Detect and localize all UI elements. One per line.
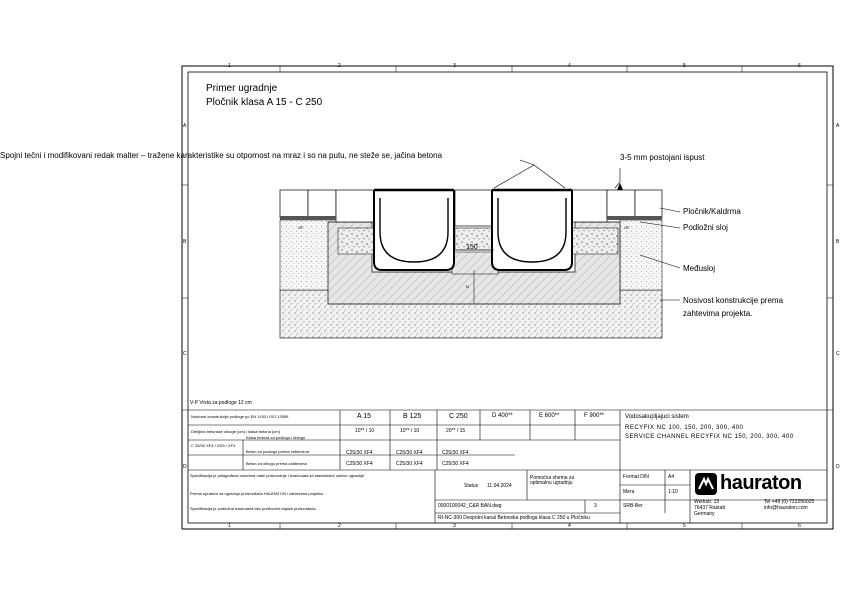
gf-left: GF bbox=[298, 225, 304, 230]
phone: Tel +49 (0) 722250025 bbox=[764, 499, 815, 505]
grid-col-2-bottom: 2 bbox=[338, 523, 341, 529]
tb-sub-label-2: Beton za podlogu prema zahtevima bbox=[246, 449, 309, 454]
footnote-2: Prema uputstvu za ugradnju proizvođača HAURATON i zahtevima projekta. bbox=[190, 491, 324, 496]
tb-sub-label-1: Klasa betona za podlogu i oblogu bbox=[246, 435, 306, 440]
gap-arrow bbox=[617, 183, 623, 190]
grid-col-5-bottom: 5 bbox=[683, 523, 686, 529]
tb-note: V-P Vrsta za podloge 12 cm bbox=[190, 400, 252, 406]
product-line-2: SERVICE CHANNEL RECYFIX NC 150, 200, 300, 400 bbox=[625, 434, 794, 440]
grid-row-c-right: C bbox=[836, 351, 840, 357]
right-bedding bbox=[572, 228, 618, 254]
grid-row-a-right: A bbox=[836, 123, 840, 129]
dimension-width: 150 bbox=[466, 244, 478, 251]
grid-col-4: 4 bbox=[568, 63, 571, 69]
address-line-1: Werkstr. 13 bbox=[694, 499, 720, 505]
tb-sub-label-3: Beton za oblogu prema zahtevima bbox=[246, 461, 307, 466]
class-e600: E 600** bbox=[539, 413, 560, 419]
grid-row-d: D bbox=[183, 464, 187, 470]
language-code: SRB-Ber bbox=[623, 503, 643, 509]
tb-row-label-1: Nosivost konstrukcije podloge po EN 1433 i ISO 13559 bbox=[191, 414, 289, 419]
grid-col-5: 5 bbox=[683, 63, 686, 69]
grid-row-b: B bbox=[183, 239, 187, 245]
interlayer-label: Međusloj bbox=[683, 264, 716, 273]
tb-row-label-2: Debljina betonske obloge (cm) i klasa betona (cm) bbox=[191, 429, 280, 434]
base-label: Podložni sloj bbox=[683, 223, 728, 232]
right-gravel-layer bbox=[620, 220, 662, 290]
date: 11.04.2024 bbox=[487, 483, 512, 489]
paving-label: Pločnik/Kaldrma bbox=[683, 207, 741, 216]
gap-label: 3-5 mm postojani ispust bbox=[620, 153, 705, 162]
class-d400: D 400** bbox=[492, 413, 513, 419]
product-title: Vodosakupljajuci sistem bbox=[625, 414, 689, 420]
grid-col-6: 6 bbox=[798, 63, 801, 69]
val-r2-b125: C25/30 XF4 bbox=[396, 450, 423, 456]
remark: Pomoćna shema za optimalnu ugradnju bbox=[530, 475, 575, 486]
grid-row-d-right: D bbox=[836, 464, 840, 470]
joint-note: Spojni tečni i modifikovani redak malter – tražene karakteristike su otpornost na mraz i so na putu, ne steže se, jačina betona bbox=[0, 151, 443, 160]
logo-mark-icon bbox=[694, 472, 718, 496]
hauraton-logo bbox=[694, 472, 824, 496]
sheet-number: 3 bbox=[594, 503, 597, 509]
grid-col-6-bottom: 6 bbox=[798, 523, 801, 529]
format-value: A4 bbox=[668, 474, 675, 480]
address-line-3: Germany bbox=[694, 511, 715, 517]
left-bedding bbox=[338, 228, 374, 254]
val-r2-c250: C25/30 XF4 bbox=[442, 450, 469, 456]
title-line-2: Pločnik klasa A 15 - C 250 bbox=[206, 97, 323, 108]
grid-col-4-bottom: 4 bbox=[568, 523, 571, 529]
grid-row-b-right: B bbox=[836, 239, 840, 245]
scale-value: 1:10 bbox=[668, 489, 678, 495]
grid-col-2: 2 bbox=[338, 63, 341, 69]
val-r3-b125: C25/30 XF4 bbox=[396, 461, 423, 467]
format-label: Format DIN bbox=[623, 474, 649, 480]
grid-col-1: 1 bbox=[228, 63, 231, 69]
logo-wordmark: hauraton bbox=[720, 472, 802, 494]
channel-right bbox=[492, 190, 572, 270]
val-r1-a15: 10** / 10 bbox=[355, 428, 375, 434]
grid-col-1-bottom: 1 bbox=[228, 523, 231, 529]
title-line-1: Primer ugradnje bbox=[206, 83, 278, 94]
val-r3-a15: C25/30 XF4 bbox=[346, 461, 373, 467]
val-r1-b125: 10** / 10 bbox=[400, 428, 420, 434]
class-b125: B 125 bbox=[403, 413, 422, 420]
scale-label: Mera bbox=[623, 489, 635, 495]
gf-right: GF bbox=[624, 225, 630, 230]
right-joint-mortar bbox=[607, 216, 662, 220]
address-line-2: 76437 Rastatt bbox=[694, 505, 726, 511]
subgrade-label-1: Nosivost konstrukcije prema bbox=[683, 296, 784, 305]
grid-row-a: A bbox=[183, 123, 187, 129]
footnote-1: Specifikacija je prilagođena uslovima naše proizvodnje i izračunata za standardne uslove ugradnje. bbox=[190, 473, 366, 478]
grid-row-c: C bbox=[183, 351, 187, 357]
paving-stones bbox=[280, 190, 662, 226]
left-joint-mortar bbox=[280, 216, 336, 220]
n-mark: N bbox=[466, 284, 469, 289]
drawing-title: RI-NC-300 Dvopolni kanal Betonska podloga klasa C 250 u Pločniku bbox=[438, 515, 590, 521]
tb-row-label-3: C 25/30 XF4 / XD3 / XF4 bbox=[191, 443, 236, 448]
class-a15: A 15 bbox=[357, 413, 372, 420]
channel-left bbox=[374, 190, 454, 270]
email: info@hauraton.com bbox=[764, 505, 808, 511]
drawing-number: 0000100042_C&R BAN.dwg bbox=[438, 503, 502, 509]
grid-col-3-bottom: 3 bbox=[453, 523, 456, 529]
val-r2-a15: C25/30 XF4 bbox=[346, 450, 373, 456]
footnote-3: Specifikacija je podložna izmenama bez prethodne najave proizvođača. bbox=[190, 506, 317, 511]
class-f900: F 900** bbox=[584, 413, 605, 419]
class-c250: C 250 bbox=[449, 413, 468, 420]
status-label: Status bbox=[464, 483, 479, 489]
subgrade-label-2: zahtevima projekta. bbox=[683, 309, 753, 318]
val-r1-c250: 20** / 15 bbox=[446, 428, 466, 434]
product-line-1: RECYFIX NC 100, 150, 200, 300, 400 bbox=[625, 425, 744, 431]
val-r3-c250: C25/30 XF4 bbox=[442, 461, 469, 467]
grid-col-3: 3 bbox=[453, 63, 456, 69]
